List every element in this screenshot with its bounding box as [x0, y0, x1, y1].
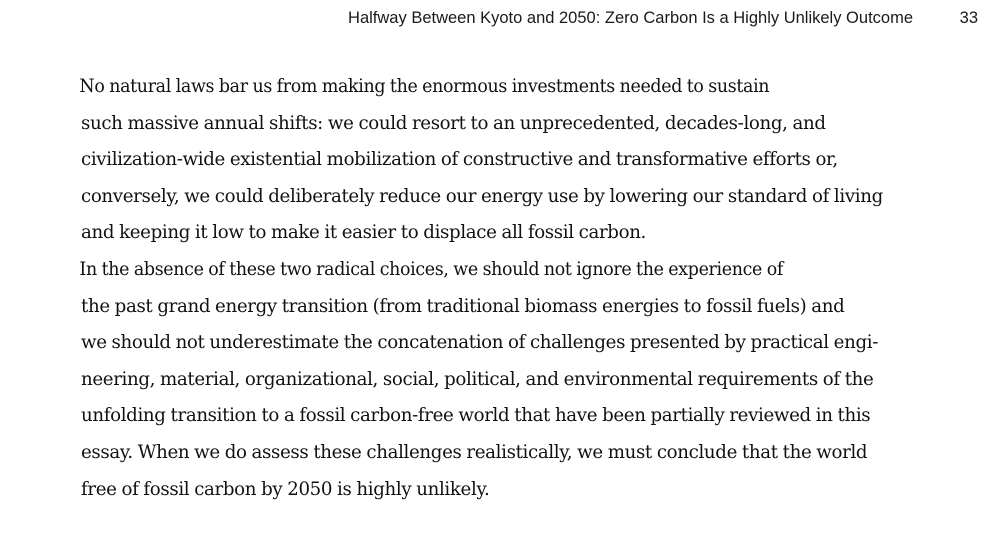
- paragraph-2: [44, 252, 918, 508]
- text-line: In the absence of these two radical choices, we should not ignore the experience of: [79, 258, 784, 280]
- running-title: Halfway Between Kyoto and 2050: Zero Carbon Is a Highly Unlikely Outcome: [348, 9, 913, 27]
- running-header: [0, 6, 1000, 30]
- text-line: free of fossil carbon by 2050 is highly unlikely.: [81, 478, 490, 500]
- text-line: unfolding transition to a fossil carbon-free world that have been partially reviewed in this: [81, 405, 871, 427]
- text-line: essay. When we do assess these challenges realistically, we must conclude that the world: [81, 441, 868, 463]
- text-line: conversely, we could deliberately reduce our energy use by lowering our standard of living: [81, 185, 883, 207]
- page-number: 33: [959, 9, 978, 27]
- text-line: No natural laws bar us from making the enormous investments needed to sustain: [79, 76, 770, 97]
- body-text: [44, 69, 918, 508]
- text-line: and keeping it low to make it easier to displace all fossil carbon.: [81, 222, 646, 244]
- text-line: civilization-wide existential mobilization of constructive and transformative efforts or,: [81, 149, 838, 171]
- text-line: neering, material, organizational, social, political, and environmental requirements of the: [81, 368, 874, 390]
- text-line: we should not underestimate the concatenation of challenges presented by practical engi-: [81, 332, 878, 354]
- text-line: such massive annual shifts: we could resort to an unprecedented, decades-long, and: [81, 112, 826, 134]
- paragraph-1: [44, 69, 918, 252]
- text-line: the past grand energy transition (from traditional biomass energies to fossil fuels) and: [81, 295, 845, 317]
